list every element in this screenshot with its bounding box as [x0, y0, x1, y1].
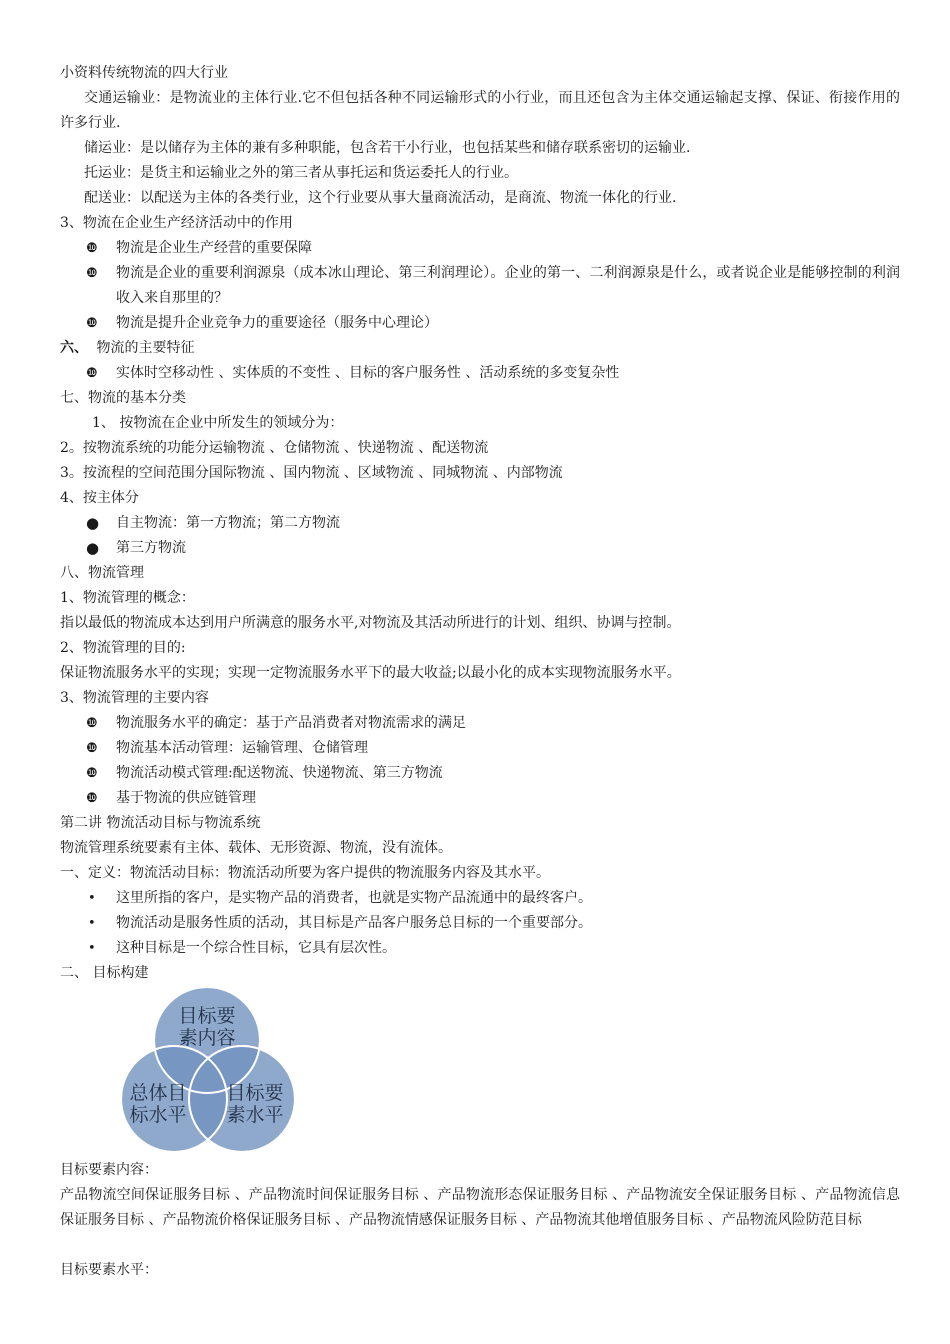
small-info-heading: 小资料传统物流的四大行业 [60, 65, 228, 81]
elements-level-title: 目标要素水平： [60, 1262, 158, 1278]
section-7-sub-3: 3。按流程的空间范围分国际物流 、国内物流 、区域物流 、同城物流 、内部物流 [60, 465, 563, 481]
section-7-sub-2: 2。按物流系统的功能分运输物流 、仓储物流 、快递物流 、配送物流 [60, 440, 489, 456]
circled-ten-icon: ❿ [86, 741, 98, 756]
elements-content-title: 目标要素内容： [60, 1162, 158, 1178]
circled-ten-icon: ❿ [86, 266, 98, 281]
goal-venn-diagram [112, 984, 302, 1156]
section-8-1-title: 1、物流管理的概念： [60, 590, 195, 606]
circled-ten-icon: ❿ [86, 241, 98, 256]
section-6-label: 物流的主要特征 [96, 340, 195, 356]
industry-distribution: 配送业：以配送为主体的各类行业，这个行业要从事大量商流活动，是商流、物流一体化的行业. [84, 190, 677, 206]
elements-content-text: 产品物流空间保证服务目标 、产品物流时间保证服务目标 、产品物流形态保证服务目标 、产品物流安全保证服务目标 、产品物流信息保证服务目标 、产品物流价格保证服务目标 、产品物流情感保证服务目标 、产品物流其他增值服务目标 、产品物流风险防范目标 [60, 1187, 900, 1228]
black-dot-icon: ● [86, 514, 100, 532]
document-page: 小资料传统物流的四大行业 交通运输业：是物流业的主体行业.它不但包括各种不同运输形式的小行业，而且还包含为主体交通运输起支撑、保证、衔接作用的许多行业. 储运业：是以储存为主体的兼有多种职能，包含若干小行业，也包括某些和储存联系密切的运输业. 托运业：是货主和运输业之外的第三者从事托运和货运委托人的行业。 配送业：以配送为主体的各类行业，这个行业要从事大量商流活动，是商流、物流一体化的行业. 3、物流在企业生产经济活动中的作用 ❿ 物流是企业生产经营的重要保障 ❿ 物流是企业的重要利润源泉（成本冰山理论、第三利润理论）。企业的第一、二利润源泉是什么，或者说企业是能够控制的利润收入来自那里的？ ❿ 物流是提升企业竞争力的重要途径（服务中心理论） 六、 物流的主要特征 ❿ 实体时空移动性 、实体质的不变性 、目标的客户服务性 、活动系统的多变复杂性 七、物流的基本分类 1、 按物流在企业中所发生的领域分为： 2。按物流系统的功能分运输物流 、仓储物流 、快递物流 、配送物流 3。按流程的空间范围分国际物流 、国内物流 、区域物流 、同城物流 、内部物流 4、按主体分 ● 自主物流：第一方物流；第二方物流 ● 第三方物流 八、物流管理 1、物流管理的概念： 指以最低的物流成本达到用户所满意的服务水平,对物流及其活动所进行的计划、组织、协调与控制。 2、物流管理的目的: 保证物流服务水平的实现；实现一定物流服务水平下的最大收益;以最小化的成本实现物流服务水平。 3、物流管理的主要内容 ❿ 物流服务水平的确定：基于产品消费者对物流需求的满足 ❿ 物流基本活动管理：运输管理、仓储管理 ❿ 物流活动模式管理:配送物流、快递物流、第三方物流 ❿ 基于物流的供应链管理 第二讲 物流活动目标与物流系统 物流管理系统要素有主体、载体、无形资源、物流，没有流体。 一、定义：物流活动目标：物流活动所要为客户提供的物流服务内容及其水平。 • 这里所指的客户，是实物产品的消费者，也就是实物产品流通中的最终客户。 • 物流活动是服务性质的活动，其目标是产品客户服务总目标的一个重要部分。 • 这种目标是一个综合性目标，它具有层次性。 二、 目标构建 目标要 素内容 总体目 标水平 目标要 素水平 目标要素内容： 产品物流空间保证服务目标 、产品物流时间保证服务目标 、产品物流形态保证服务目标 、产品物流安全保证服务目标 、产品物流信息保证服务目标 、产品物流价格保证服务目标 、产品物流情感保证服务目标 、产品物流其他增值服务目标 、产品物流风险防范目标 目标要素水平： [0, 0, 950, 1344]
circled-ten-icon: ❿ [86, 716, 98, 731]
small-dot-icon: • [88, 916, 96, 931]
lecture-2-elements: 物流管理系统要素有主体、载体、无形资源、物流，没有流体。 [60, 840, 452, 856]
section-8-title: 八、物流管理 [60, 565, 144, 581]
industry-consignment: 托运业：是货主和运输业之外的第三者从事托运和货运委托人的行业。 [84, 165, 518, 181]
venn-label-right-1: 目标要 [226, 1082, 284, 1104]
section-8-2-text: 保证物流服务水平的实现；实现一定物流服务水平下的最大收益;以最小化的成本实现物流服务水平。 [60, 665, 681, 681]
section-2-title: 二、 目标构建 [60, 965, 149, 981]
section-8-1-text: 指以最低的物流成本达到用户所满意的服务水平,对物流及其活动所进行的计划、组织、协调与控制。 [60, 615, 681, 631]
industry-storage: 储运业：是以储存为主体的兼有多种职能，包含若干小行业，也包括某些和储存联系密切的运输业. [84, 140, 691, 156]
industry-transport: 交通运输业：是物流业的主体行业.它不但包括各种不同运输形式的小行业，而且还包含为主体交通运输起支撑、保证、衔接作用的许多行业. [60, 90, 900, 131]
small-dot-icon: • [88, 941, 96, 956]
lecture-2-title: 第二讲 物流活动目标与物流系统 [60, 815, 261, 831]
section-8-2-title: 2、物流管理的目的: [60, 640, 186, 656]
venn-label-left-2: 标水平 [129, 1104, 187, 1126]
section-7-sub-1: 1、 按物流在企业中所发生的领域分为： [92, 415, 344, 431]
definition-line: 一、定义：物流活动目标：物流活动所要为客户提供的物流服务内容及其水平。 [60, 865, 550, 881]
section-8-3-title: 3、物流管理的主要内容 [60, 690, 209, 706]
black-dot-icon: ● [86, 539, 100, 557]
section-6-title [60, 336, 900, 361]
venn-label-top-2: 素内容 [178, 1027, 236, 1049]
circled-ten-icon: ❿ [86, 766, 98, 781]
section-3-title: 3、物流在企业生产经济活动中的作用 [60, 215, 293, 231]
venn-label-left-1: 总体目 [129, 1082, 187, 1104]
circled-ten-icon: ❿ [86, 791, 98, 806]
venn-label-right-2: 素水平 [226, 1104, 284, 1126]
section-6-number: 六、 [60, 340, 88, 356]
venn-label-top-1: 目标要 [178, 1005, 236, 1027]
section-7-sub-4: 4、按主体分 [60, 490, 139, 506]
circled-ten-icon: ❿ [86, 366, 98, 381]
circled-ten-icon: ❿ [86, 316, 98, 331]
section-7-title: 七、物流的基本分类 [60, 390, 186, 406]
small-dot-icon: • [88, 891, 96, 906]
